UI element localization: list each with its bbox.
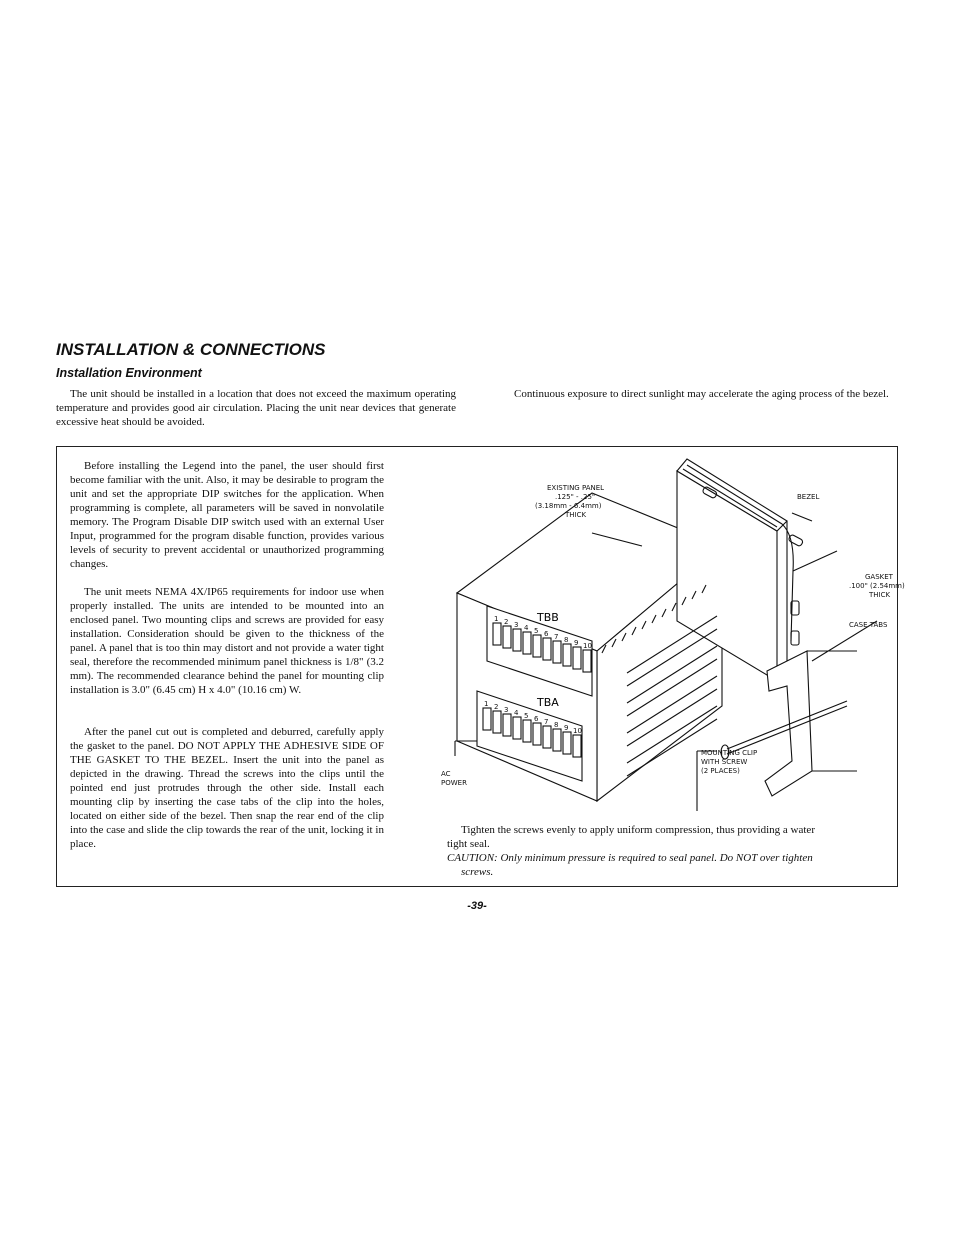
mounting-screw — [727, 701, 847, 749]
intro-right-paragraph: Continuous exposure to direct sunlight may accelerate the aging process of the bezel. — [514, 388, 889, 400]
label-existing-panel-2: .125" - .25" — [555, 493, 596, 501]
label-existing-panel-3: (3.18mm - 6.4mm) — [535, 502, 602, 510]
label-gasket-3: THICK — [869, 591, 891, 599]
label-mounting-clip-2: WITH SCREW — [701, 758, 748, 766]
box-paragraph-3: After the panel cut out is completed and deburred, carefully apply the gasket to the panel. DO NOT APPLY THE ADHESIVE SIDE OF THE GASKET TO THE BEZEL. Insert the unit into the panel as depicted in the drawing. Thread the screws into the clips until the pointed end just protrudes through the other side. Install each mounting clip by inserting the case tabs of the clip into the holes, located on either side of the bezel. Then snap the rear end of the clip into the case and slide the clip towards the rear of the unit, locking it in place. — [70, 726, 384, 850]
subsection-title: Installation Environment — [56, 366, 202, 380]
tba-terminal-number: 5 — [524, 712, 529, 720]
tba-terminal-number: 6 — [534, 715, 539, 723]
mounting-clip — [765, 651, 812, 796]
tighten-note: Tighten the screws evenly to apply uniform compression, thus providing a water tight seal. — [447, 824, 815, 850]
label-tbb: TBB — [537, 611, 559, 624]
label-bezel: BEZEL — [797, 493, 820, 501]
caution-note: CAUTION: Only minimum pressure is required to seal panel. Do NOT over tighten screws. — [447, 852, 813, 878]
box-paragraph-2: The unit meets NEMA 4X/IP65 requirements for indoor use when properly installed. The units are intended to be mounted into an enclosed panel. Two mounting clips and screws are provided for easy installation. Consideration should be given to the thickness of the panel. A panel that is too thin may distort and not provide a water tight seal, therefore the recommended minimum panel thickness is 1/8" (3.2 mm). The recommended clearance behind the panel for mounting clip installation is 3.0" (6.45 cm) H x 4.0" (10.16 cm) W. — [70, 586, 384, 696]
label-existing-panel-1: EXISTING PANEL — [547, 484, 605, 492]
tba-terminal-number: 2 — [494, 703, 499, 711]
label-ac-power-2: POWER — [441, 779, 467, 787]
intro-left-paragraph: The unit should be installed in a location that does not exceed the maximum operating temperature and provides good air circulation. Placing the unit near devices that generate excessive heat should be avoided. — [56, 388, 456, 428]
label-tba: TBA — [537, 696, 559, 709]
tba-terminal-number: 9 — [564, 724, 569, 732]
tbb-terminal-number: 6 — [544, 630, 549, 638]
tba-terminal-number: 7 — [544, 718, 549, 726]
tbb-terminal-number: 2 — [504, 618, 509, 626]
tbb-terminal-number: 3 — [514, 621, 519, 629]
installation-diagram — [387, 451, 905, 811]
label-mounting-clip-1: MOUNTING CLIP — [701, 749, 758, 757]
tbb-terminal-number: 7 — [554, 633, 559, 641]
label-ac-power-1: AC — [441, 770, 451, 778]
tbb-terminal-number: 4 — [524, 624, 529, 632]
tba-terminal-number: 1 — [484, 700, 489, 708]
section-title: INSTALLATION & CONNECTIONS — [56, 340, 326, 359]
tba-terminal-number: 3 — [504, 706, 509, 714]
tba-terminal-number: 10 — [573, 727, 582, 735]
page-number: -39- — [467, 900, 487, 912]
tbb-terminal-number: 5 — [534, 627, 539, 635]
label-mounting-clip-3: (2 PLACES) — [701, 767, 740, 775]
tbb-terminal-number: 9 — [574, 639, 579, 647]
label-gasket-1: GASKET — [865, 573, 893, 581]
label-existing-panel-4: THICK — [565, 511, 587, 519]
tba-terminal-number: 4 — [514, 709, 519, 717]
tbb-terminal-number: 8 — [564, 636, 569, 644]
tbb-terminal-number: 1 — [494, 615, 499, 623]
label-case-tabs: CASE TABS — [849, 621, 888, 629]
tbb-terminal-number: 10 — [583, 642, 592, 650]
tba-terminal-number: 8 — [554, 721, 559, 729]
box-paragraph-1: Before installing the Legend into the panel, the user should first become familiar with the unit. Also, it may be desirable to program the unit and set the appropriate DIP switches for the application. When programming is complete, all parameters will be saved in nonvolatile memory. The Program Disable DIP switch used with an external User Input, programmed for the program disable function, provides various levels of security to prevent accidental or unauthorized programming changes. — [70, 460, 384, 570]
installation-box — [56, 446, 905, 887]
label-gasket-2: .100" (2.54mm) — [849, 582, 905, 590]
